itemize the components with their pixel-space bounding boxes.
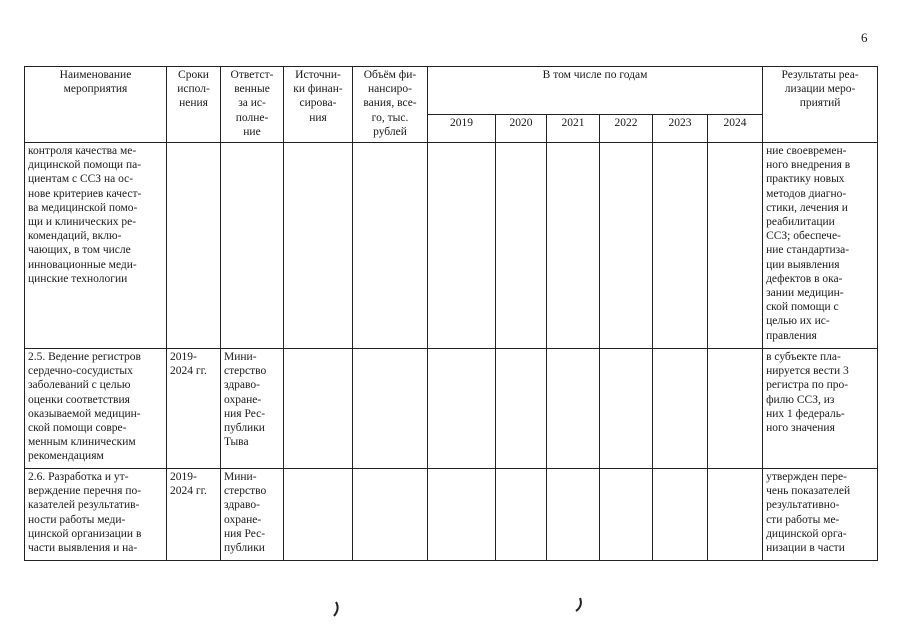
activity-result: ние своевремен- ного внедрения в практику новых методов диагно- стики, лечения и реабилитации ССЗ; обеспече- ние стандартиза- ции выявления дефектов в ока- зании медицин- ской помощи с целью их ис- правления [763,143,878,349]
activities-table [24,66,878,561]
year-2020: 2020 [496,115,547,143]
year-2023: 2023 [653,115,708,143]
value-2022 [600,143,653,349]
activity-volume [353,143,428,349]
value-2024 [708,143,763,349]
table-row [25,469,878,561]
value-2023 [653,349,708,469]
year-2024: 2024 [708,115,763,143]
value-2023 [653,469,708,561]
header-sources: Источни- ки финан- сирова- ния [284,67,353,143]
value-2020 [496,349,547,469]
activity-terms [167,143,221,349]
activity-name: контроля качества ме- дицинской помощи па- циентам с ССЗ на ос- нове критериев качест- ва медицинской помо- щи и клинических ре- комендаций, вклю- чающих, в том числе инновационные меди- цинские технологии [25,143,167,349]
value-2021 [547,349,600,469]
activity-sources [284,469,353,561]
activity-name: 2.5. Ведение регистров сердечно-сосудистых заболеваний с целью оценки соответствия оказываемой медицин- ской помощи совре- менным клиническим рекомендациям [25,349,167,469]
value-2019 [428,143,496,349]
page-number: 6 [861,30,868,45]
year-2022: 2022 [600,115,653,143]
scan-mark-right [573,596,585,614]
table-row [25,143,878,349]
activity-sources [284,349,353,469]
activity-volume [353,469,428,561]
value-2019 [428,349,496,469]
header-volume: Объём фи- нансиро- вания, все- го, тыс. рублей [353,67,428,143]
value-2020 [496,469,547,561]
value-2024 [708,469,763,561]
value-2023 [653,143,708,349]
activity-responsible: Мини- стерство здраво- охране- ния Рес- публики Тыва [221,349,284,469]
activity-responsible: Мини- стерство здраво- охране- ния Рес- публики [221,469,284,561]
activity-name: 2.6. Разработка и ут- верждение перечня по- казателей результатив- ности работы меди- цинской организации в части выявления и на- [25,469,167,561]
activity-terms: 2019- 2024 гг. [167,349,221,469]
header-by-years: В том числе по годам [428,67,763,115]
value-2021 [547,469,600,561]
header-results: Результаты реа- лизации меро- приятий [763,67,878,143]
activity-result: утвержден пере- чень показателей результативно- сти работы ме- дицинской орга- низации в части [763,469,878,561]
header-row-top [25,67,878,115]
header-terms: Сроки испол- нения [167,67,221,143]
value-2022 [600,469,653,561]
activity-terms: 2019- 2024 гг. [167,469,221,561]
activity-responsible [221,143,284,349]
year-2021: 2021 [547,115,600,143]
value-2021 [547,143,600,349]
activity-sources [284,143,353,349]
value-2020 [496,143,547,349]
table-row [25,349,878,469]
activity-result: в субъекте пла- нируется вести 3 регистра по про- филю ССЗ, из них 1 федераль- ного значения [763,349,878,469]
year-2019: 2019 [428,115,496,143]
scan-mark-left [330,600,342,618]
value-2022 [600,349,653,469]
header-name: Наименование мероприятия [25,67,167,143]
value-2024 [708,349,763,469]
activity-volume [353,349,428,469]
header-responsible: Ответст- венные за ис- полне- ние [221,67,284,143]
value-2019 [428,469,496,561]
